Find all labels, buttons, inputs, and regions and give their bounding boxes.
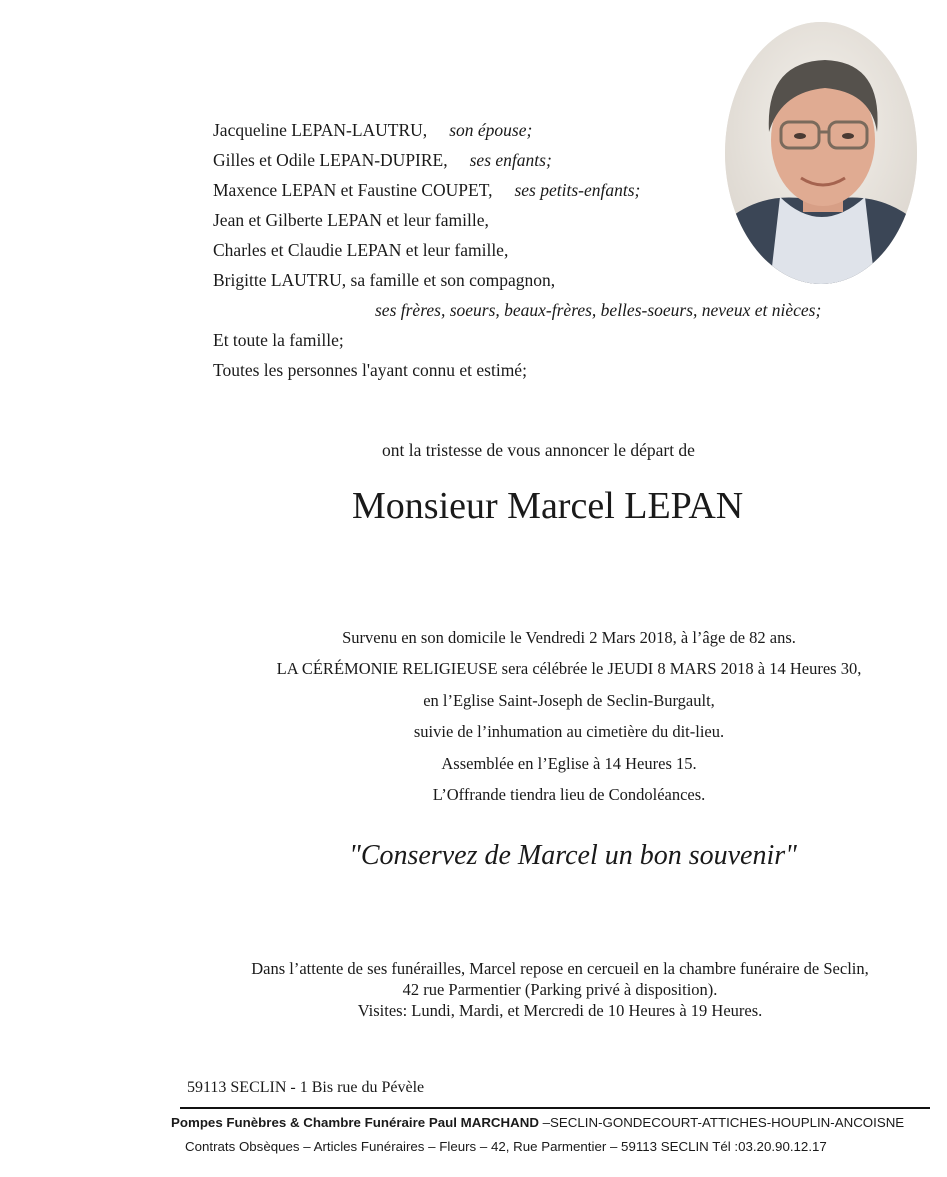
- family-line-5: [213, 235, 640, 265]
- detail-line-1: Survenu en son domicile le Vendredi 2 Mars 2018, à l’âge de 82 ans.: [342, 628, 796, 647]
- visitation-line-2: 42 rue Parmentier (Parking privé à disposition).: [402, 980, 718, 999]
- detail-line-6: L’Offrande tiendra lieu de Condoléances.: [432, 785, 706, 805]
- family-closing-line-1: Et toute la famille;: [213, 330, 344, 350]
- family-name: Maxence LEPAN et Faustine COUPET,: [213, 180, 493, 200]
- family-role: son épouse;: [449, 120, 533, 140]
- family-closing: [213, 325, 527, 385]
- footer-company: Pompes Funèbres & Chambre Funéraire Paul MARCHAND: [171, 1115, 539, 1130]
- family-name: Charles et Claudie LEPAN et leur famille,: [213, 240, 509, 260]
- family-role: ses petits-enfants;: [514, 180, 641, 200]
- family-line-6: [213, 265, 640, 295]
- visitation-line-1: Dans l’attente de ses funérailles, Marcel repose en cercueil en la chambre funéraire de Seclin,: [251, 959, 869, 978]
- footer-divider: [180, 1107, 930, 1109]
- footer-company-line: [171, 1115, 904, 1130]
- family-role: ses enfants;: [469, 150, 552, 170]
- family-closing-line-2: Toutes les personnes l'ayant connu et estimé;: [213, 360, 527, 380]
- detail-line-3: en l’Eglise Saint-Joseph de Seclin-Burgault,: [423, 690, 715, 710]
- detail-line-4: suivie de l’inhumation au cimetière du dit-lieu.: [413, 722, 725, 742]
- deceased-name: Monsieur Marcel LEPAN: [352, 485, 744, 527]
- family-line-2: [213, 145, 640, 175]
- family-line-4: [213, 205, 640, 235]
- detail-line-2: LA CÉRÉMONIE RELIGIEUSE sera célébrée le JEUDI 8 MARS 2018 à 14 Heures 30,: [276, 659, 862, 679]
- footer-towns: –SECLIN-GONDECOURT-ATTICHES-HOUPLIN-ANCOISNE: [538, 1115, 905, 1130]
- visitation-info: [0, 958, 947, 1021]
- announcement-text: ont la tristesse de vous annoncer le départ de: [382, 440, 695, 460]
- family-name: Jacqueline LEPAN-LAUTRU,: [213, 120, 428, 140]
- family-line-1: [213, 115, 640, 145]
- family-line-3: [213, 175, 640, 205]
- family-list: [213, 115, 640, 295]
- memorial-quote: "Conservez de Marcel un bon souvenir": [349, 840, 797, 871]
- family-name: Gilles et Odile LEPAN-DUPIRE,: [213, 150, 448, 170]
- ceremony-details-block: [0, 622, 947, 810]
- detail-line-5: Assemblée en l’Eglise à 14 Heures 15.: [441, 753, 697, 773]
- visitation-line-3: Visites: Lundi, Mardi, et Mercredi de 10 Heures à 19 Heures.: [357, 1001, 763, 1020]
- portrait-photo: [725, 22, 917, 284]
- family-name: Jean et Gilberte LEPAN et leur famille,: [213, 210, 489, 230]
- footer-services: Contrats Obsèques – Articles Funéraires – Fleurs – 42, Rue Parmentier – 59113 SECLIN Tél :03.20.90.12.17: [185, 1139, 827, 1154]
- family-name: Brigitte LAUTRU, sa famille et son compagnon,: [213, 270, 556, 290]
- funeral-home-address: 59113 SECLIN - 1 Bis rue du Pévèle: [187, 1079, 425, 1096]
- siblings-line: ses frères, soeurs, beaux-frères, belles-soeurs, neveux et nièces;: [375, 300, 822, 320]
